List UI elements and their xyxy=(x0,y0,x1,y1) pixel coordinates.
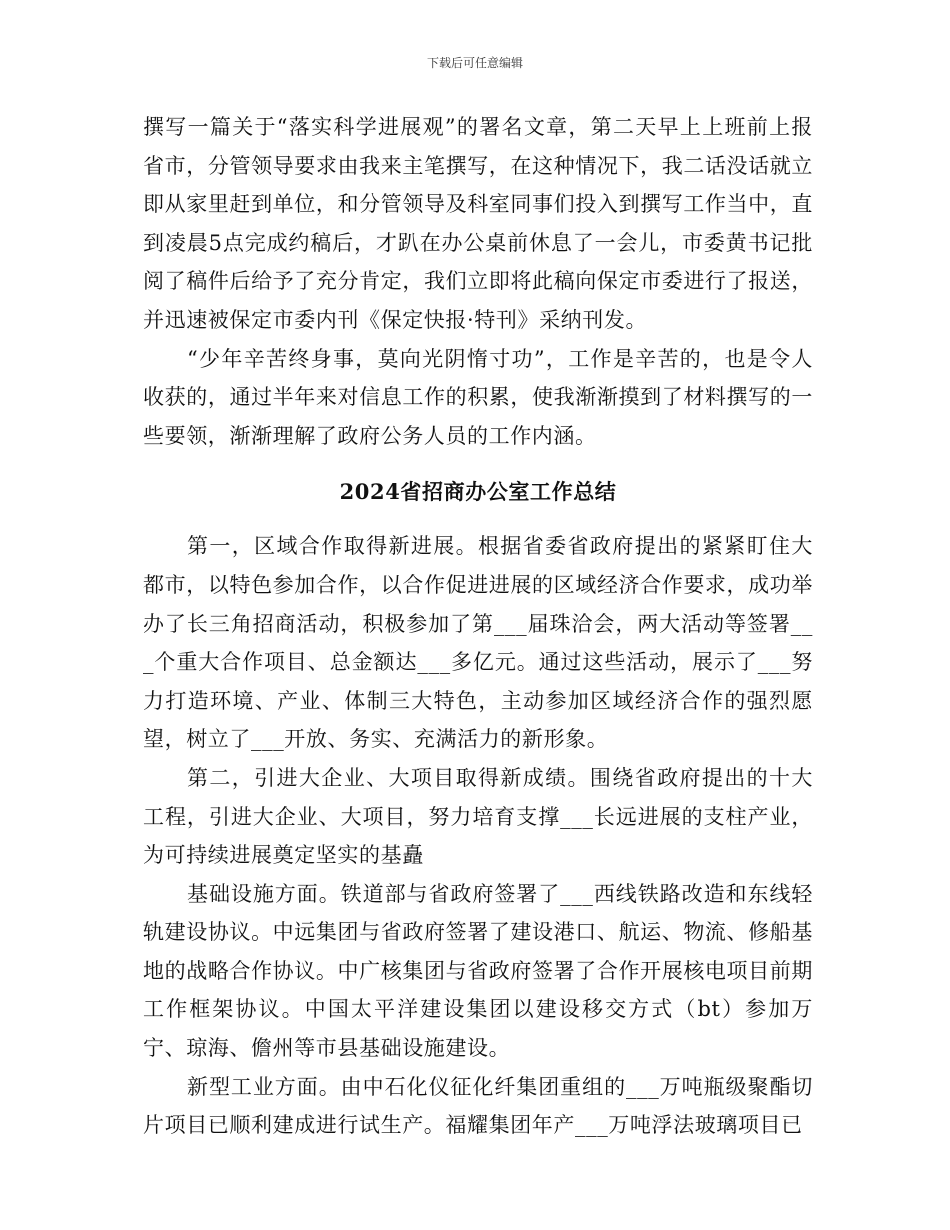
header-note: 下载后可任意编辑 xyxy=(426,56,523,70)
paragraph: “少年辛苦终身事，莫向光阴惰寸功”，工作是辛苦的，也是令人收获的，通过半年来对信息工作的积累，使我渐渐摸到了材料撰写的一些要领，渐渐理解了政府公务人员的工作内涵。 xyxy=(143,346,813,448)
document-body xyxy=(143,108,813,1145)
paragraph: 基础设施方面。铁道部与省政府签署了___西线铁路改造和东线轻轨建设协议。中远集团与省政府签署了建设港口、航运、物流、修船基地的战略合作协议。中广核集团与省政府签署了合作开展核电项目前期工作框架协议。中国太平洋建设集团以建设移交方式（bt）参加万宁、琼海、儋州等市县基础设施建设。 xyxy=(143,881,813,1061)
paragraph: 撰写一篇关于“落实科学进展观”的署名文章，第二天早上上班前上报省市，分管领导要求由我来主笔撰写，在这种情况下，我二话没话就立即从家里赶到单位，和分管领导及科室同事们投入到撰写工作当中，直到凌晨5点完成约稿后，才趴在办公桌前休息了一会儿，市委黄书记批阅了稿件后给予了充分肯定，我们立即将此稿向保定市委进行了报送，并迅速被保定市委内刊《保定快报·特刊》采纳刊发。 xyxy=(143,115,813,332)
paragraph: 第一，区域合作取得新进展。根据省委省政府提出的紧紧盯住大都市，以特色参加合作，以合作促进进展的区域经济合作要求，成功举办了长三角招商活动，积极参加了第___届珠洽会，两大活动等签署___个重大合作项目、总金额达___多亿元。通过这些活动，展示了___努力打造环境、产业、体制三大特色，主动参加区域经济合作的强烈愿望，树立了___开放、务实、充满活力的新形象。 xyxy=(143,534,813,752)
paragraph: 新型工业方面。由中石化仪征化纤集团重组的___万吨瓶级聚酯切片项目已顺利建成进行试生产。福耀集团年产___万吨浮法玻璃项目已 xyxy=(143,1074,813,1138)
paragraph: 第二，引进大企业、大项目取得新成绩。围绕省政府提出的十大工程，引进大企业、大项目，努力培育支撑___长远进展的支柱产业，为可持续进展奠定坚实的基矗 xyxy=(143,765,813,868)
section-title: 2024省招商办公室工作总结 xyxy=(339,479,617,505)
